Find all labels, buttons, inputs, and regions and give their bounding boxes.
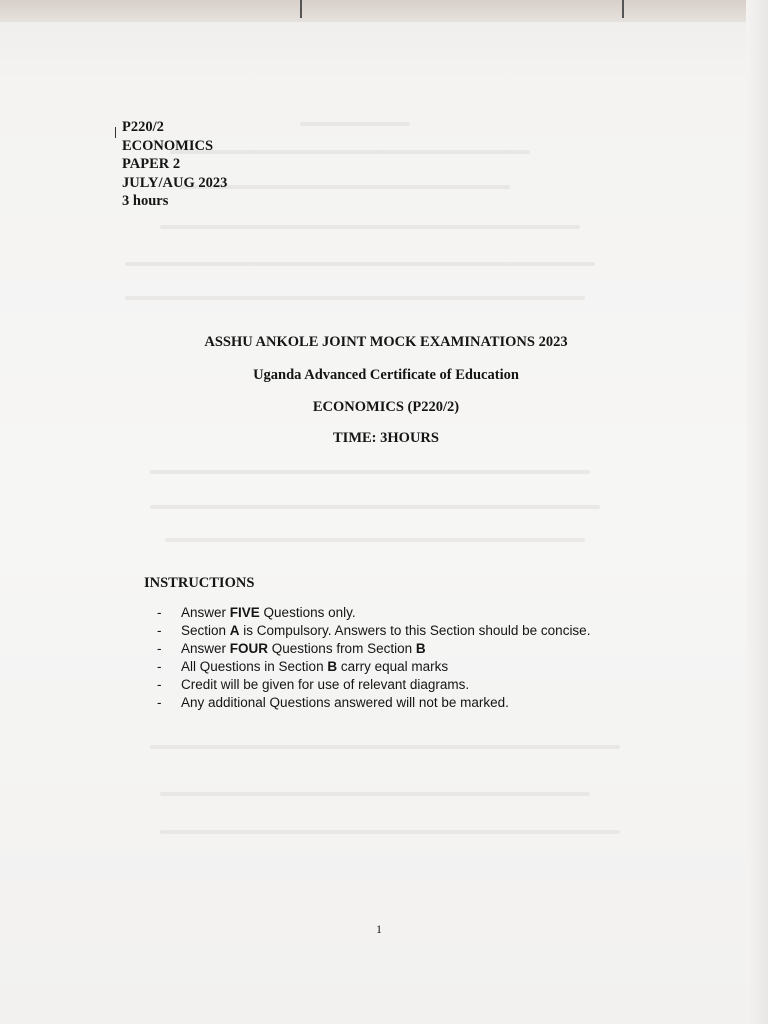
certificate-title: Uganda Advanced Certificate of Education (253, 367, 519, 383)
show-through-text (160, 225, 580, 229)
subject-name: ECONOMICS (122, 137, 214, 154)
instruction-emphasis: FOUR (229, 641, 269, 656)
show-through-text (160, 830, 620, 834)
staple-mark (622, 0, 624, 18)
staple-mark (300, 0, 302, 18)
paper-title: ECONOMICS (P220/2) (312, 399, 460, 415)
bullet-dash: - (157, 605, 162, 620)
show-through-text (150, 745, 620, 749)
instruction-segment: Answer (181, 605, 230, 620)
instruction-item (157, 640, 590, 658)
instruction-item (157, 694, 590, 712)
instruction-segment: Answer (181, 641, 230, 656)
instruction-segment: Questions from Section (268, 641, 416, 656)
instruction-text (181, 676, 469, 694)
show-through-text (180, 185, 510, 189)
instruction-text (181, 694, 509, 712)
instructions-list (157, 604, 590, 712)
exam-session: JULY/AUG 2023 (122, 174, 228, 191)
instruction-segment: Questions only. (259, 605, 356, 620)
instruction-emphasis: A (229, 623, 240, 638)
instruction-emphasis: B (327, 659, 338, 674)
instruction-item (157, 604, 590, 622)
instruction-segment: Any additional Questions answered will not be marked. (181, 695, 509, 710)
page-right-edge (746, 0, 768, 1024)
instruction-segment: All Questions in Section (181, 659, 328, 674)
show-through-text (150, 505, 600, 509)
show-through-text (160, 792, 590, 796)
show-through-text (165, 538, 585, 542)
instruction-segment: carry equal marks (337, 659, 449, 674)
exam-title: ASSHU ANKOLE JOINT MOCK EXAMINATIONS 2023 (204, 334, 568, 350)
instruction-segment: is Compulsory. Answers to this Section should be concise. (239, 623, 591, 638)
instruction-item (157, 622, 590, 640)
page-top-edge (0, 0, 768, 22)
instruction-segment: Credit will be given for use of relevant diagrams. (181, 677, 470, 692)
paper-number: PAPER 2 (122, 156, 181, 172)
time-allowed: TIME: 3HOURS (333, 430, 439, 446)
instruction-text (181, 604, 356, 622)
bullet-dash: - (157, 623, 162, 638)
exam-duration: 3 hours (122, 193, 169, 209)
show-through-text (300, 122, 410, 126)
instruction-item (157, 676, 590, 694)
instruction-emphasis: B (415, 641, 426, 656)
bullet-dash: - (157, 641, 162, 656)
bullet-dash: - (157, 695, 162, 710)
show-through-text (125, 296, 585, 300)
instruction-text (181, 658, 448, 676)
paper-code: P220/2 (122, 119, 164, 135)
bullet-dash: - (157, 677, 162, 692)
page-number: 1 (376, 922, 382, 936)
instruction-text (181, 640, 426, 658)
show-through-text (150, 470, 590, 474)
bullet-dash: - (157, 659, 162, 674)
instruction-emphasis: FIVE (229, 605, 260, 620)
instruction-text (181, 622, 590, 640)
paper-header (122, 118, 227, 211)
instruction-item (157, 658, 590, 676)
instruction-segment: Section (181, 623, 230, 638)
show-through-text (125, 262, 595, 266)
pen-mark (115, 127, 116, 138)
instructions-heading: INSTRUCTIONS (144, 575, 255, 591)
